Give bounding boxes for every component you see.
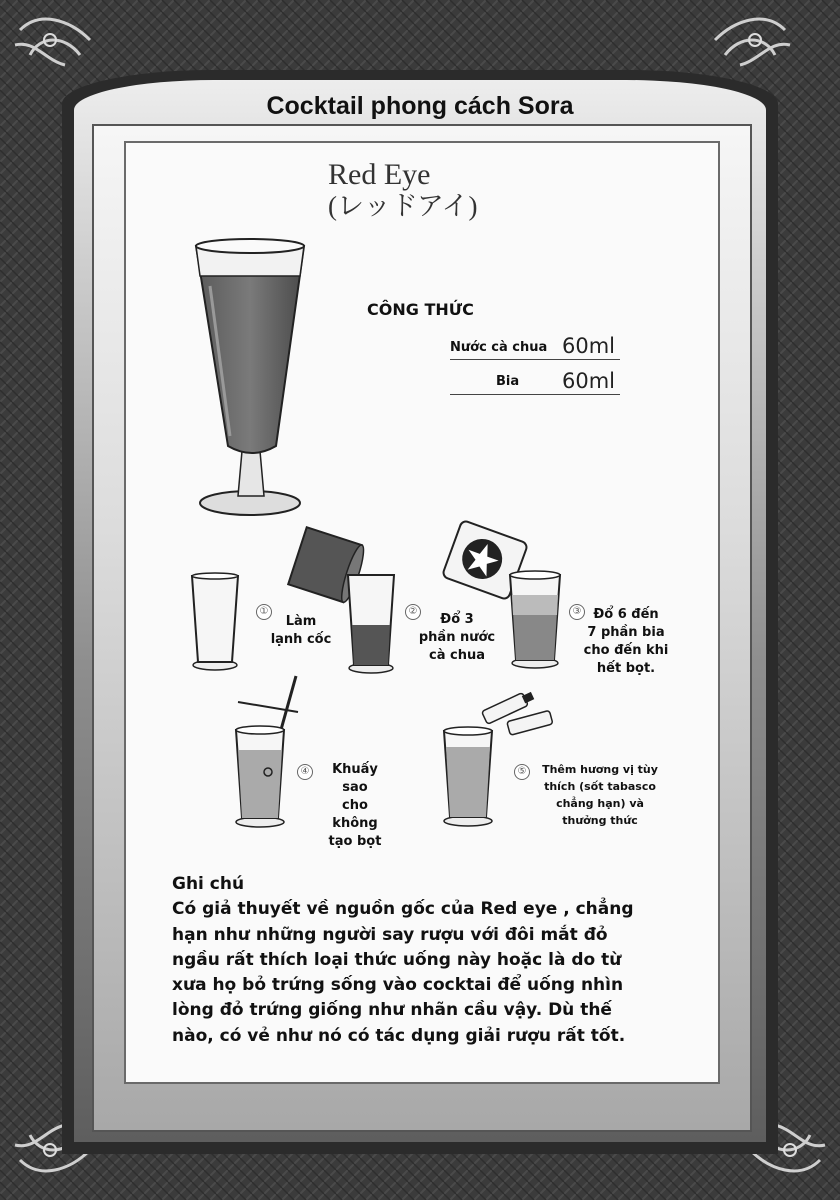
step3-pour-beer-illustration bbox=[440, 520, 570, 670]
step-text: Đổ 3 phần nước cà chua bbox=[418, 612, 496, 663]
recipe-heading: CÔNG THỨC bbox=[367, 300, 474, 319]
ingredient-amount: 60ml bbox=[562, 369, 616, 393]
note-line: xưa họ bỏ trứng sống vào cocktai để uống nhìn bbox=[172, 975, 624, 996]
note-heading: Ghi chú bbox=[172, 874, 245, 894]
step-number: ③ bbox=[569, 604, 585, 620]
note-line: ngầu rất thích loại thức uống này hoặc là do từ bbox=[172, 949, 622, 970]
page-title: Cocktail phong cách Sora bbox=[266, 92, 574, 120]
drink-name-japanese: (レッドアイ) bbox=[328, 191, 478, 221]
step-text: Đổ 6 đến 7 phần bia cho đến khi hết bọt. bbox=[583, 607, 669, 676]
corner-ornament-top-right bbox=[705, 10, 795, 70]
note-line: hạn như những người say rượu với đôi mắt đỏ bbox=[172, 924, 608, 945]
step2-pour-tomato-illustration bbox=[286, 525, 406, 675]
note-line: nào, có vẻ như nó có tác dụng giải rượu rất tốt. bbox=[172, 1025, 626, 1046]
ingredient-divider bbox=[450, 394, 620, 395]
note-block bbox=[172, 872, 672, 1049]
note-line: Có giả thuyết về nguồn gốc của Red eye , chẳng bbox=[172, 899, 634, 920]
step-number: ① bbox=[256, 604, 272, 620]
drink-name: Red Eye bbox=[328, 158, 431, 191]
step-number: ⑤ bbox=[514, 764, 530, 780]
note-line: lòng đỏ trứng giống như nhãn cầu vậy. Dù thế bbox=[172, 1000, 612, 1021]
ingredient-amount: 60ml bbox=[562, 334, 616, 358]
ingredient-name: Bia bbox=[496, 374, 520, 389]
step-text: Khuấy sao cho không tạo bọt bbox=[328, 762, 382, 849]
ingredient-divider bbox=[450, 359, 620, 360]
step1-empty-glass-illustration bbox=[188, 572, 243, 672]
step-number: ② bbox=[405, 604, 421, 620]
pilsner-glass-illustration bbox=[190, 236, 315, 521]
corner-ornament-top-left bbox=[10, 10, 100, 70]
step-text: Thêm hương vị tùy thích (sốt tabasco chẳng hạn) và thưởng thức bbox=[542, 763, 658, 827]
step-text: Làm lạnh cốc bbox=[270, 614, 332, 647]
step-number: ④ bbox=[297, 764, 313, 780]
step4-stir-illustration bbox=[228, 672, 308, 832]
ingredient-name: Nước cà chua bbox=[450, 340, 548, 355]
